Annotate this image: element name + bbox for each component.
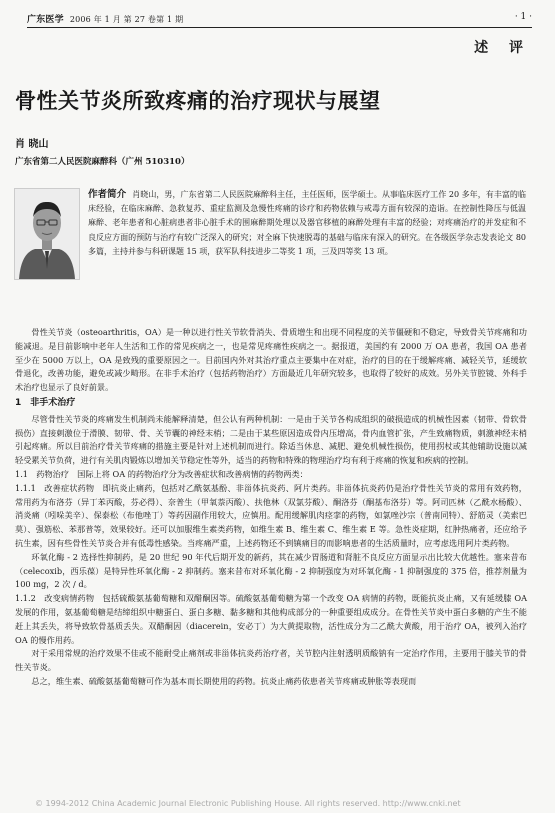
bio-label: 作者简介 <box>88 189 127 200</box>
intro-paragraph: 骨性关节炎（osteoarthritis，OA）是一种以进行性关节软骨消失、骨质增生和出现不同程度的关节僵硬和不稳定，导致骨关节疼痛和功能减退。是目前影响中老年人生活和工作的常见疾病之一，也是常见疼痛性疾病之一。据报道，美国约有 2000 万 OA 患者，我国 OA 患者至少在 5000 万以上，OA 是致残的重要原因之一。目前国内外对其治疗重点主要集中在对症，治疗的目的在于缓解疼痛、减轻关节，延缓软骨退化，改善功能，避免或减少畸形。在非手术治疗（包括药物治疗）方面最近几年研究较多，也取得了较好的成效。另外关节腔镜、外科手术治疗也显示了良好前景。 <box>15 327 527 393</box>
disease-modifying-paragraph: 1.1.2 改变病情药物 包括硫酸氨基葡萄糖和双醋酮因等。硫酸氨基葡萄糖为第一个改变 OA 病情的药物，既能抗炎止痛，又有延缓膝 OA 发展的作用，氨基葡萄糖是结缔组织中糖蛋白、蛋白多糖、黏多糖和其他构成部分的一种重要组成成分。在骨性关节炎中蛋白多糖的产生不能赶上其丢失，将导致软骨基质丢失。双醋酮因（diacerein，安必丁）为大黄提取物，活性成分为二乙酰大黄酸，用于治疗 OA，被列入治疗 OA 的慢作用药。 <box>15 593 527 645</box>
subheading-drug-therapy: 1.1 药物治疗 国际上将 OA 的药物治疗分为改善症状和改善病情的药物两类： <box>15 468 308 479</box>
article-title: 骨性关节炎所致疼痛的治疗现状与展望 <box>15 89 381 113</box>
summary-paragraph: 总之，维生素、硫酸氨基葡萄糖可作为基本而长期使用的药物。抗炎止痛药依患者关节疼痛或肿胀等表现而 <box>31 675 417 686</box>
bio-text: 肖晓山，男，广东省第二人民医院麻醉科主任，主任医师，医学硕士。从事临床医疗工作 20 多年，有丰富的临床经验，在临床麻醉、急救复苏、重症监测及急慢性疼痛的诊疗和药物依赖与戒毒方面有较深的造诣。在控制性降压与低温麻醉、老年患者和心脏病患者非心脏手术的围麻醉期处理以及器官移植的麻醉处理有丰富的经验；对疼痛治疗的并发症和不良反应方面的预防与治疗有较广泛深入的研究；对全麻下快速脱毒的基础与临床有深入的研究。在各级医学杂志发表论文 80 多篇，主持并参与科研课题 15 项，获军队科技进步二等奖 1 项，三及四等奖 13 项。 <box>88 190 526 256</box>
copyright-watermark: © 1994-2012 China Academic Journal Electronic Publishing House. All rights reserved. http://www.cnki.net <box>35 799 461 808</box>
hyaluronate-paragraph: 对于采用常规的治疗效果不佳或不能耐受止痛剂或非甾体抗炎药治疗者，关节腔内注射透明质酸钠有一定治疗作用，主要用于膝关节的骨性关节炎。 <box>15 648 527 673</box>
journal-info <box>27 12 183 25</box>
author-bio <box>88 188 526 259</box>
author-photo <box>14 188 80 280</box>
author-name: 肖 晓山 <box>15 139 49 150</box>
heading-non-surgical: 1 非手术治疗 <box>15 397 76 408</box>
issue-info: 2006 年 1 月 第 27 卷第 1 期 <box>69 15 184 24</box>
symptom-drugs-paragraph: 1.1.1 改善症状药物 即抗炎止痛药，包括对乙酰氨基酚、非甾体抗炎药、阿片类药。非甾体抗炎药仍是治疗骨性关节炎的常用有效药物，常用药为布洛芬（异丁苯丙酸，芬必得）、奈普生（甲氧萘丙酸）、扶他林（双氯芬酸）、酮洛芬（酮基布洛芬）等。阿司匹林（乙酰水杨酸）、消炎痛（吲哚美辛）、保泰松（布他唑丁）等药因副作用较大，应慎用。配用缓解肌肉痉挛的药物，如氯唑沙宗（普南同特）、舒筋灵（美索巴莫）、强筋松、苯那普等，效果较好。还可以加服维生素类药物，如维生素 B、维生素 C、维生素 E 等。急性炎症期，红肿热痛者，还应给予抗生素，因有些骨性关节炎合并有低毒性感染。当疼痛严重，上述药物还不到镇痛目的而影响患者的生活质量时，应考虑选用阿片类药物。 <box>15 482 527 548</box>
article-body <box>15 326 527 689</box>
page-number: · 1 · <box>514 12 532 22</box>
header-rule <box>27 27 532 28</box>
author-affiliation: 广东省第二人民医院麻醉科（广州 510310） <box>15 157 190 167</box>
cox2-paragraph: 环氧化酶 - 2 选择性抑制药，是 20 世纪 90 年代后期开发的新药，其在减少胃肠道和肾脏不良反应方面显示出比较大优越性。塞来昔布（celecoxib，西乐葆）是特异性环氧化酶 - 2 抑制药。塞来昔布对环氧化酶 - 2 抑制强度为对环氧化酶 - 1 抑制强度的 375 倍，推荐剂量为 100 mg，2 次 / d。 <box>15 551 527 590</box>
journal-name: 广东医学 <box>27 15 64 25</box>
running-header <box>27 12 532 30</box>
section-label: 述 评 <box>474 40 531 56</box>
mechanism-paragraph: 尽管骨性关节炎的疼痛发生机制尚未能解释清楚，但公认有两种机制：一是由于关节各构成组织的破损造成的机械性因素（韧带、骨软骨损伤）直接刺激位于滑膜、韧带、骨、关节囊的神经末梢；二是由于某些原因造成骨内压增高，骨内血管扩张，产生致痛物质，刺激神经末梢引起疼痛。所以目前治疗骨关节疼痛的措施主要是针对上述机制而进行。除适当休息、减肥、避免机械性损伤，使用拐杖或其他辅助设施以减轻受累关节负荷，进行有关肌肉锻炼以增加关节稳定性等外，适当的药物和特殊的物理治疗均有利于疼痛的恢复和疾病的控制。 <box>15 413 527 466</box>
